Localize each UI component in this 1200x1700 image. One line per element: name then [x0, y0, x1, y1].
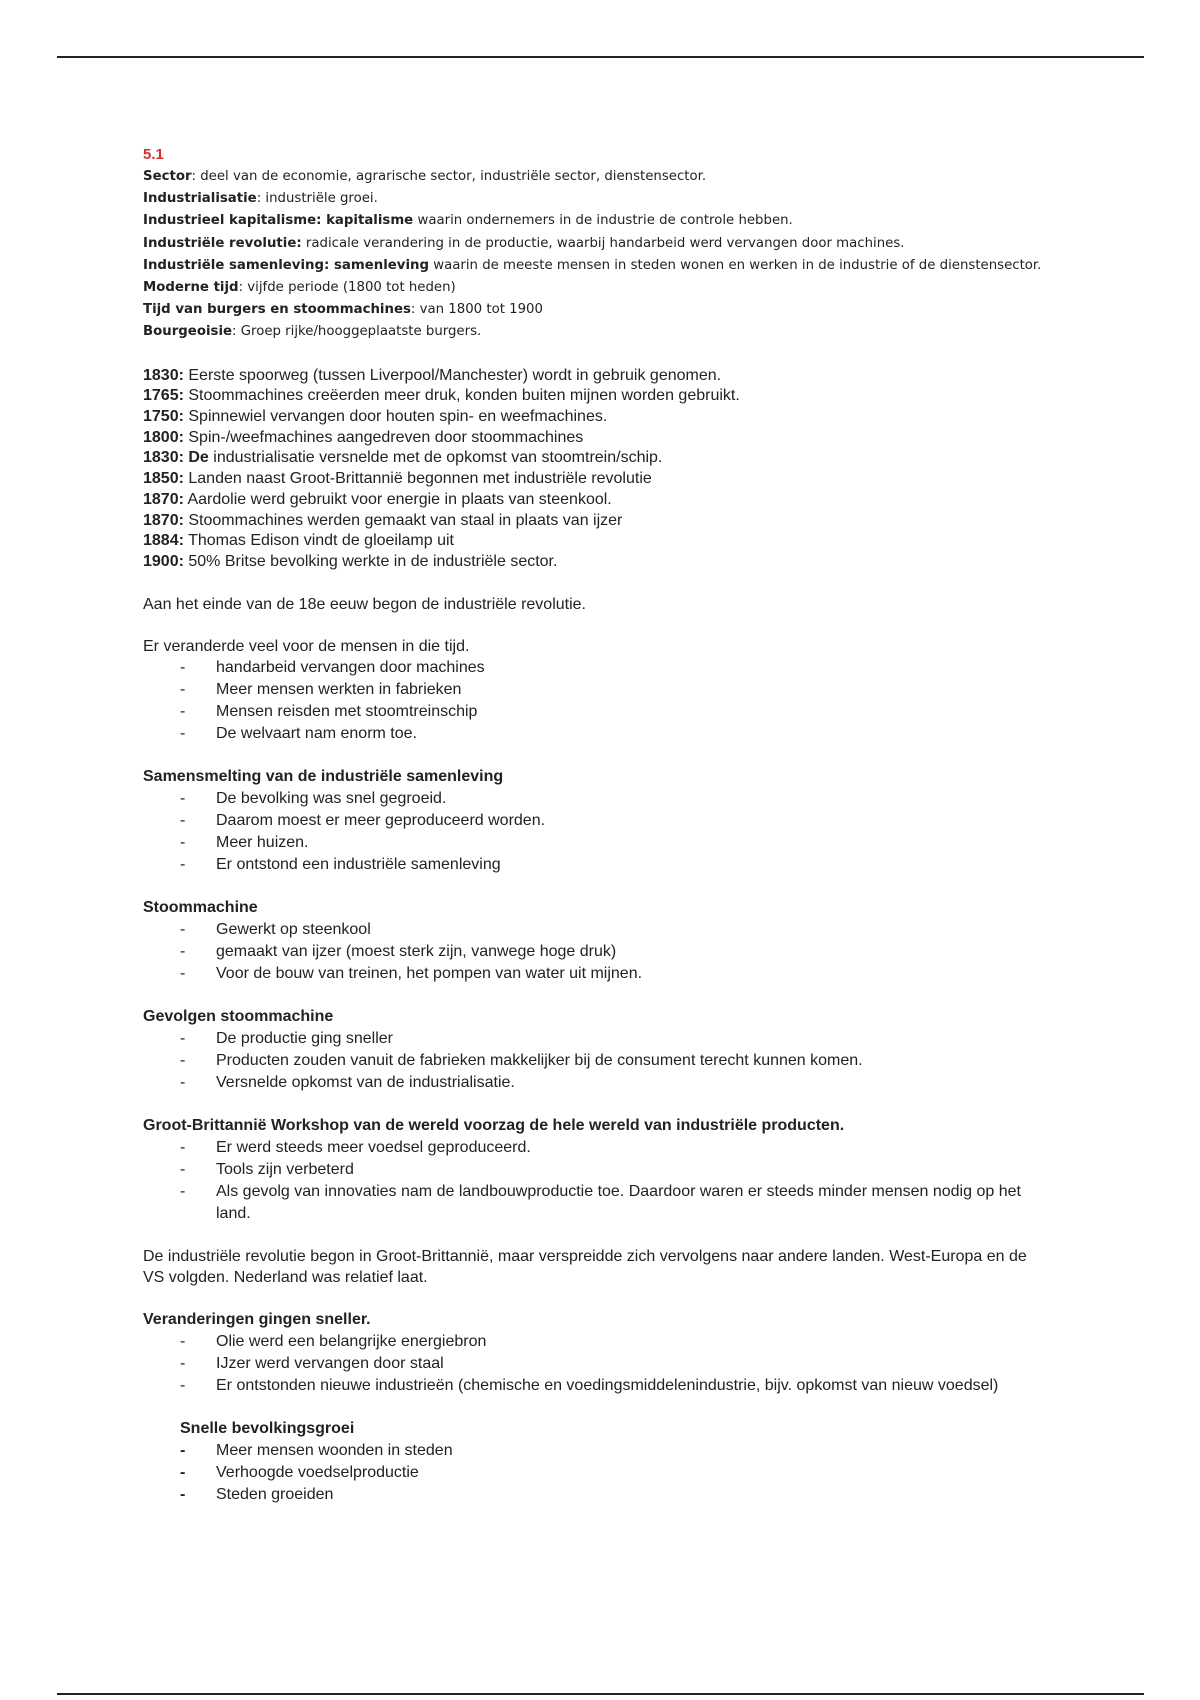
- list-item: - Producten zouden vanuit de fabrieken makkelijker bij de consument terecht kunnen komen.: [143, 1050, 1043, 1072]
- definition-term: Sector: [143, 169, 192, 184]
- timeline-entry: [143, 511, 1043, 532]
- list-item: - Tools zijn verbeterd: [143, 1159, 1043, 1181]
- veranderingen-heading: Veranderingen gingen sneller.: [143, 1310, 371, 1328]
- definition-row: [143, 188, 1043, 210]
- timeline-entry: [143, 469, 1043, 490]
- workshop-list: [143, 1137, 1043, 1225]
- timeline-year: 1765:: [143, 387, 184, 405]
- stoommachine-list: [143, 919, 1043, 985]
- samensmelting-list: [143, 788, 1043, 876]
- timeline-year: 1750:: [143, 408, 184, 426]
- definition-row: [143, 277, 1043, 299]
- definition-text: : van 1800 tot 1900: [410, 302, 543, 318]
- definition-term: Industrieel kapitalisme: kapitalisme: [143, 213, 414, 229]
- changes-list: [143, 657, 1043, 745]
- list-item: - Als gevolg van innovaties nam de landbouwproductie toe. Daardoor waren er steeds minder mensen nodig op het land.: [143, 1181, 1043, 1225]
- list-item: - Meer huizen.: [143, 832, 1043, 854]
- gevolgen-heading: Gevolgen stoommachine: [143, 1007, 334, 1025]
- timeline-year: 1830: De: [143, 449, 209, 467]
- definition-text: waarin de meeste mensen in steden wonen en werken in de industrie of de dienstensector.: [428, 257, 1042, 273]
- veranderingen-list: [143, 1331, 1043, 1397]
- definition-term: Moderne tijd: [143, 280, 239, 296]
- definition-text: : Groep rijke/hooggeplaatste burgers.: [232, 324, 482, 340]
- samensmelting-heading: Samensmelting van de industriële samenleving: [143, 767, 504, 785]
- list-item: - IJzer werd vervangen door staal: [143, 1353, 1043, 1375]
- stoommachine-heading: Stoommachine: [143, 898, 258, 916]
- list-item: - De welvaart nam enorm toe.: [143, 723, 1043, 745]
- list-item: - Verhoogde voedselproductie: [143, 1462, 1043, 1484]
- definitions-list: [143, 166, 1043, 344]
- definition-row: [143, 210, 1043, 232]
- changes-lead: Er veranderde veel voor de mensen in die tijd.: [143, 637, 470, 655]
- gevolgen-list: [143, 1028, 1043, 1094]
- timeline-text: Stoommachines creëerden meer druk, konden buiten mijnen worden gebruikt.: [183, 387, 740, 405]
- definition-term: Tijd van burgers en stoommachines: [143, 302, 411, 318]
- list-item: - Gewerkt op steenkool: [143, 919, 1043, 941]
- definition-text: waarin ondernemers in de industrie de controle hebben.: [413, 213, 793, 229]
- list-item: - Meer mensen werkten in fabrieken: [143, 679, 1043, 701]
- timeline-year: 1900:: [143, 552, 184, 570]
- timeline-entry: [143, 552, 1043, 573]
- timeline-text: Landen naast Groot-Brittannië begonnen met industriële revolutie: [183, 470, 652, 488]
- definition-term: Bourgeoisie: [143, 324, 233, 340]
- header-rule: [57, 56, 1144, 58]
- list-item: - Voor de bouw van treinen, het pompen van water uit mijnen.: [143, 963, 1043, 985]
- list-item: - Daarom moest er meer geproduceerd worden.: [143, 810, 1043, 832]
- timeline-year: 1830:: [143, 366, 184, 384]
- definition-row: [143, 321, 1043, 343]
- list-item: - handarbeid vervangen door machines: [143, 657, 1043, 679]
- bevolkingsgroei-heading: Snelle bevolkingsgroei: [180, 1419, 355, 1437]
- definition-term: Industrialisatie: [143, 191, 257, 207]
- list-item: - Versnelde opkomst van de industrialisatie.: [143, 1072, 1043, 1094]
- timeline-entry: [143, 366, 1043, 387]
- definition-term: Industriële revolutie:: [143, 235, 302, 251]
- list-item: - gemaakt van ijzer (moest sterk zijn, vanwege hoge druk): [143, 941, 1043, 963]
- definition-term: Industriële samenleving: samenleving: [143, 257, 429, 273]
- definition-row: [143, 255, 1043, 277]
- list-item: - Meer mensen woonden in steden: [143, 1440, 1043, 1462]
- timeline-entry: [143, 407, 1043, 428]
- list-item: - De productie ging sneller: [143, 1028, 1043, 1050]
- timeline-year: 1870:: [143, 511, 184, 529]
- timeline: [143, 366, 1043, 573]
- list-item: - Olie werd een belangrijke energiebron: [143, 1331, 1043, 1353]
- timeline-text: Aardolie werd gebruikt voor energie in plaats van steenkool.: [183, 490, 612, 508]
- timeline-text: 50% Britse bevolking werkte in de industriële sector.: [183, 552, 558, 570]
- list-item: - De bevolking was snel gegroeid.: [143, 788, 1043, 810]
- list-item: - Er ontstond een industriële samenleving: [143, 854, 1043, 876]
- intro-paragraph: Aan het einde van de 18e eeuw begon de industriële revolutie.: [143, 595, 586, 613]
- list-item: - Er werd steeds meer voedsel geproduceerd.: [143, 1137, 1043, 1159]
- definition-row: [143, 299, 1043, 321]
- timeline-text: Spin-/weefmachines aangedreven door stoommachines: [183, 428, 584, 446]
- timeline-text: industrialisatie versnelde met de opkomst van stoomtrein/schip.: [208, 449, 663, 467]
- definition-text: : deel van de economie, agrarische sector, industriële sector, dienstensector.: [191, 169, 707, 184]
- timeline-entry: [143, 386, 1043, 407]
- definition-text: radicale verandering in de productie, waarbij handarbeid werd vervangen door machines.: [301, 235, 905, 251]
- section-number: 5.1: [143, 146, 164, 163]
- list-item: - Mensen reisden met stoomtreinschip: [143, 701, 1043, 723]
- timeline-year: 1870:: [143, 490, 184, 508]
- definition-text: : vijfde periode (1800 tot heden): [238, 280, 456, 296]
- timeline-entry: [143, 428, 1043, 449]
- document-body: [143, 144, 1043, 1506]
- timeline-text: Stoommachines werden gemaakt van staal in plaats van ijzer: [183, 511, 623, 529]
- footer-rule: [57, 1693, 1144, 1695]
- workshop-heading: Groot-Brittannië Workshop van de wereld voorzag de hele wereld van industriële producten.: [143, 1116, 845, 1134]
- timeline-entry: [143, 531, 1043, 552]
- bevolkingsgroei-list: [143, 1440, 1043, 1506]
- timeline-year: 1850:: [143, 470, 184, 488]
- spread-paragraph: De industriële revolutie begon in Groot-Brittannië, maar verspreidde zich vervolgens naar andere landen. West-Europa en de VS volgden. Nederland was relatief laat.: [143, 1247, 1027, 1286]
- timeline-text: Thomas Edison vindt de gloeilamp uit: [183, 532, 454, 550]
- timeline-entry: [143, 448, 1043, 469]
- definition-text: : industriële groei.: [256, 191, 378, 207]
- list-item: - Er ontstonden nieuwe industrieën (chemische en voedingsmiddelenindustrie, bijv. opkomst van nieuw voedsel): [143, 1375, 1043, 1397]
- timeline-text: Eerste spoorweg (tussen Liverpool/Manchester) wordt in gebruik genomen.: [183, 366, 722, 384]
- list-item: - Steden groeiden: [143, 1484, 1043, 1506]
- definition-row: [143, 166, 1043, 188]
- definition-row: [143, 233, 1043, 255]
- timeline-year: 1884:: [143, 532, 184, 550]
- timeline-entry: [143, 490, 1043, 511]
- timeline-text: Spinnewiel vervangen door houten spin- en weefmachines.: [183, 408, 608, 426]
- timeline-year: 1800:: [143, 428, 184, 446]
